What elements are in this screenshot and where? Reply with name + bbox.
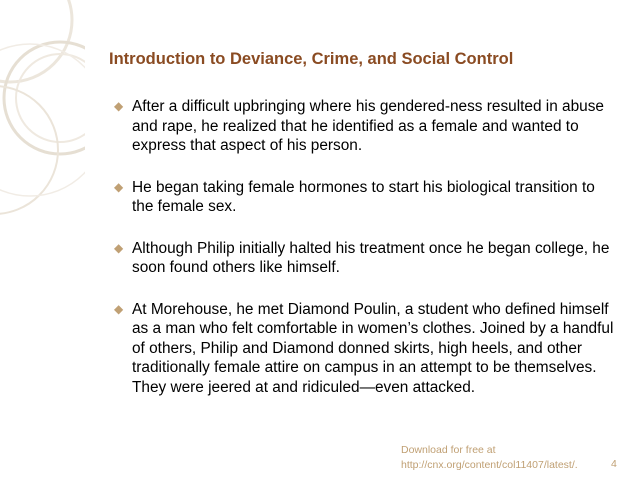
bullet-list <box>114 97 614 419</box>
footer-line-2: http://cnx.org/content/col11407/latest/. <box>401 459 578 471</box>
bullet-text: Although Philip initially halted his treatment once he began college, he soon found others like himself. <box>132 239 610 276</box>
footer-line-1: Download for free at <box>401 444 496 456</box>
circle-decoration-icon <box>0 0 85 479</box>
bullet-item <box>114 239 614 278</box>
diamond-bullet-icon: ◆ <box>114 99 124 113</box>
bullet-text: At Morehouse, he met Diamond Poulin, a student who defined himself as a man who felt comfortable in women’s clothes. Joined by a handful of others, Philip and Diamond donned skirts, high heels, and other traditionally female attire on campus in an attempt to be themselves. They were jeered at and ridiculed—even attacked. <box>132 300 614 396</box>
bullet-item <box>114 97 614 156</box>
bullet-text: He began taking female hormones to start his biological transition to the female sex. <box>132 178 595 215</box>
diamond-bullet-icon: ◆ <box>114 179 124 194</box>
bullet-item <box>114 178 614 217</box>
page-number: 4 <box>611 458 617 470</box>
footer-download-link[interactable] <box>401 443 578 473</box>
diamond-bullet-icon: ◆ <box>114 240 124 255</box>
bullet-text: After a difficult upbringing where his gendered-ness resulted in abuse and rape, he realized that he identified as a female and wanted to express that aspect of his person. <box>132 98 604 154</box>
slide-title: Introduction to Deviance, Crime, and Social Control <box>109 50 514 68</box>
diamond-bullet-icon: ◆ <box>114 301 124 316</box>
bullet-item <box>114 300 614 398</box>
